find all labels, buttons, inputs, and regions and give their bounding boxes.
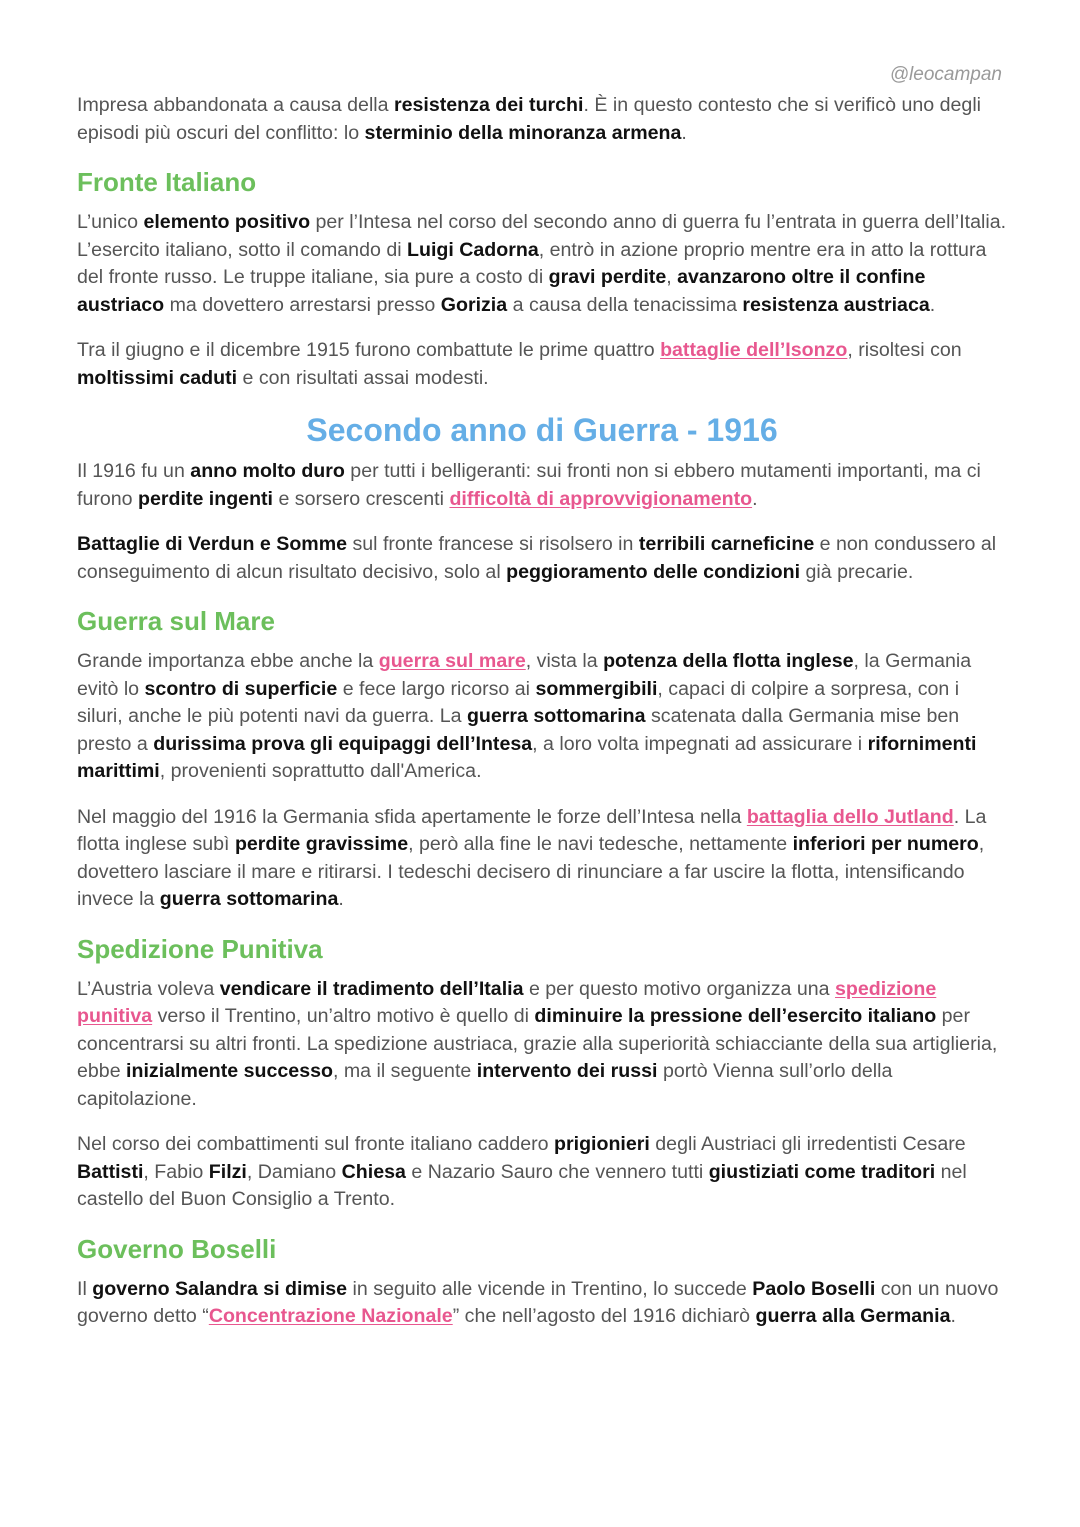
paragraph-spedizione-2: Nel corso dei combattimenti sul fronte italiano caddero prigionieri degli Austriaci gli irredentisti Cesare Battisti, Fabio Filzi, Damiano Chiesa e Nazario Sauro che vennero tutti giustiziati come traditori nel castello del Buon Consiglio a Trento.	[77, 1133, 967, 1210]
link-concentrazione-nazionale[interactable]: Concentrazione Nazionale	[208, 1305, 453, 1327]
heading-fronte-italiano: Fronte Italiano	[77, 167, 257, 197]
paragraph-fronte-italiano-2: Tra il giugno e il dicembre 1915 furono combattute le prime quattro battaglie dell’Isonzo, risoltesi con moltissimi caduti e con risultati assai modesti.	[77, 339, 962, 389]
paragraph-boselli-1: Il governo Salandra si dimise in seguito alle vicende in Trentino, lo succede Paolo Boselli con un nuovo governo detto “Concentrazione Nazionale” che nell’agosto del 1916 dichiarò guerra alla Germania.	[77, 1277, 999, 1327]
paragraph-fronte-italiano-1: L’unico elemento positivo per l’Intesa nel corso del secondo anno di guerra fu l’entrata in guerra dell’Italia. L’esercito italiano, sotto il comando di Luigi Cadorna, entrò in azione proprio mentre era in atto la rottura del fronte russo. Le truppe italiane, sia pure a costo di gravi perdite, avanzarono oltre il confine austriaco ma dovettero arrestarsi presso Gorizia a causa della tenacissima resistenza austriaca.	[77, 211, 1007, 316]
document-page	[77, 62, 1007, 1349]
heading-spedizione-punitiva: Spedizione Punitiva	[77, 933, 323, 964]
link-battaglie-isonzo[interactable]: battaglie dell’Isonzo	[660, 339, 848, 361]
paragraph-secondo-anno-1: Il 1916 fu un anno molto duro per tutti i belligeranti: sui fronti non si ebbero mutamenti importanti, ma ci furono perdite ingenti e sorsero crescenti difficoltà di approvvigionamento.	[77, 460, 981, 510]
section-title-secondo-anno: Secondo anno di Guerra - 1916	[306, 412, 778, 448]
author-watermark: @leocampan	[889, 64, 1002, 85]
paragraph-guerra-mare-1: Grande importanza ebbe anche la guerra sul mare, vista la potenza della flotta inglese, la Germania evitò lo scontro di superficie e fece largo ricorso ai sommergibili, capaci di colpire a sorpresa, con i siluri, anche le più potenti navi da guerra. La guerra sottomarina scatenata dalla Germania mise ben presto a durissima prova gli equipaggi dell’Intesa, a loro volta impegnati ad assicurare i rifornimenti marittimi, provenienti soprattutto dall'America.	[77, 650, 977, 782]
link-difficolta-approvvigionamento[interactable]: difficoltà di approvvigionamento	[449, 487, 753, 510]
intro-paragraph: Impresa abbandonata a causa della resistenza dei turchi. È in questo contesto che si verificò uno degli episodi più oscuri del conflitto: lo sterminio della minoranza armena.	[77, 94, 982, 144]
paragraph-guerra-mare-2: Nel maggio del 1916 la Germania sfida apertamente le forze dell’Intesa nella battaglia dello Jutland. La flotta inglese subì perdite gravissime, però alla fine le navi tedesche, nettamente inferiori per numero, dovettero lasciare il mare e ritirarsi. I tedeschi decisero di rinunciare a far uscire la flotta, intensificando invece la guerra sottomarina.	[77, 805, 987, 910]
link-spedizione-punitiva[interactable]: spedizione punitiva	[77, 977, 937, 1027]
paragraph-spedizione-1: L’Austria voleva vendicare il tradimento dell’Italia e per questo motivo organizza una spedizione punitiva verso il Trentino, un’altro motivo è quello di diminuire la pressione dell’esercito italiano per concentrarsi su altri fronti. La spedizione austriaca, grazie alla superiorità schiacciante della sua artiglieria, ebbe inizialmente successo, ma il seguente intervento dei russi portò Vienna sull’orlo della capitolazione.	[77, 977, 998, 1110]
link-guerra-sul-mare[interactable]: guerra sul mare	[378, 650, 526, 672]
link-battaglia-jutland[interactable]: battaglia dello Jutland	[746, 805, 954, 828]
heading-governo-boselli: Governo Boselli	[77, 1233, 277, 1264]
paragraph-secondo-anno-2: Battaglie di Verdun e Somme sul fronte francese si risolsero in terribili carneficine e non condussero al conseguimento di alcun risultato decisivo, solo al peggioramento delle condizioni già precarie.	[77, 533, 997, 583]
heading-guerra-mare: Guerra sul Mare	[77, 606, 275, 636]
